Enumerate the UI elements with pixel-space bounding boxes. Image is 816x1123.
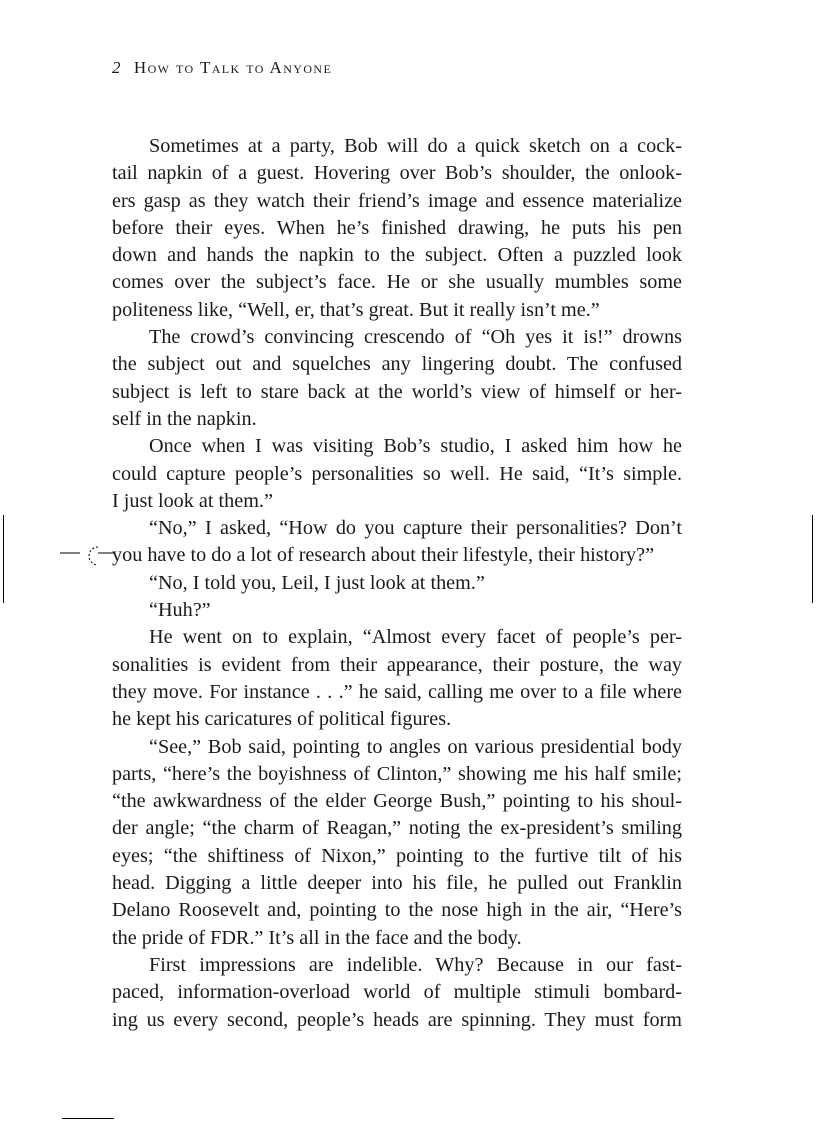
left-margin-rule xyxy=(3,515,4,603)
body-text xyxy=(112,133,682,1034)
text-line: eyes; “the shiftiness of Nixon,” pointing to the furtive tilt of his xyxy=(112,844,682,867)
text-line: the pride of FDR.” It’s all in the face and the body. xyxy=(112,926,522,949)
book-title: How to Talk to Anyone xyxy=(133,58,333,77)
text-line: “the awkwardness of the elder George Bush,” pointing to his shoul- xyxy=(112,790,682,813)
text-line: paced, information-overload world of multiple stimuli bombard- xyxy=(112,981,682,1004)
text-line: ers gasp as they watch their friend’s image and essence materialize xyxy=(112,189,682,212)
text-line: “See,” Bob said, pointing to angles on various presidential body xyxy=(149,735,682,758)
text-line: First impressions are indelible. Why? Because in our fast- xyxy=(149,953,682,976)
text-line: I just look at them.” xyxy=(112,489,273,512)
text-line: comes over the subject’s face. He or she usually mumbles some xyxy=(112,271,682,294)
text-line: the subject out and squelches any lingering doubt. The confused xyxy=(112,353,682,376)
text-line: The crowd’s convincing crescendo of “Oh yes it is!” drowns xyxy=(149,326,682,349)
text-line: before their eyes. When he’s finished drawing, he puts his pen xyxy=(112,216,682,239)
text-line: “No, I told you, Leil, I just look at them.” xyxy=(149,571,485,594)
text-line: “Huh?” xyxy=(149,599,211,622)
text-line: He went on to explain, “Almost every facet of people’s per- xyxy=(149,626,682,649)
text-line: down and hands the napkin to the subject. Often a puzzled look xyxy=(112,244,682,267)
page-number: 2 xyxy=(112,58,122,77)
text-line: could capture people’s personalities so well. He said, “It’s simple. xyxy=(112,462,682,485)
running-head xyxy=(112,58,332,78)
registration-mark-icon xyxy=(60,544,114,574)
text-line: self in the napkin. xyxy=(112,407,257,430)
text-line: parts, “here’s the boyishness of Clinton,” showing me his half smile; xyxy=(112,762,682,785)
text-line: they move. For instance . . .” he said, calling me over to a file where xyxy=(112,680,682,703)
text-line: Delano Roosevelt and, pointing to the nose high in the air, “Here’s xyxy=(112,899,682,922)
text-line: ing us every second, people’s heads are spinning. They must form xyxy=(112,1008,682,1031)
text-line: Once when I was visiting Bob’s studio, I asked him how he xyxy=(149,435,682,458)
right-margin-rule xyxy=(812,515,813,603)
text-line: you have to do a lot of research about their lifestyle, their history?” xyxy=(112,544,655,567)
text-line: subject is left to stare back at the world’s view of himself or her- xyxy=(112,380,682,403)
text-line: he kept his caricatures of political figures. xyxy=(112,708,452,731)
bottom-crop-rule xyxy=(62,1118,114,1119)
text-line: politeness like, “Well, er, that’s great. But it really isn’t me.” xyxy=(112,298,600,321)
text-line: head. Digging a little deeper into his file, he pulled out Franklin xyxy=(112,872,682,895)
text-line: tail napkin of a guest. Hovering over Bob’s shoulder, the onlook- xyxy=(112,162,682,185)
text-line: sonalities is evident from their appearance, their posture, the way xyxy=(112,653,682,676)
text-line: der angle; “the charm of Reagan,” noting the ex-president’s smiling xyxy=(112,817,682,840)
text-line: Sometimes at a party, Bob will do a quick sketch on a cock- xyxy=(149,135,682,157)
text-line: “No,” I asked, “How do you capture their personalities? Don’t xyxy=(149,517,682,540)
